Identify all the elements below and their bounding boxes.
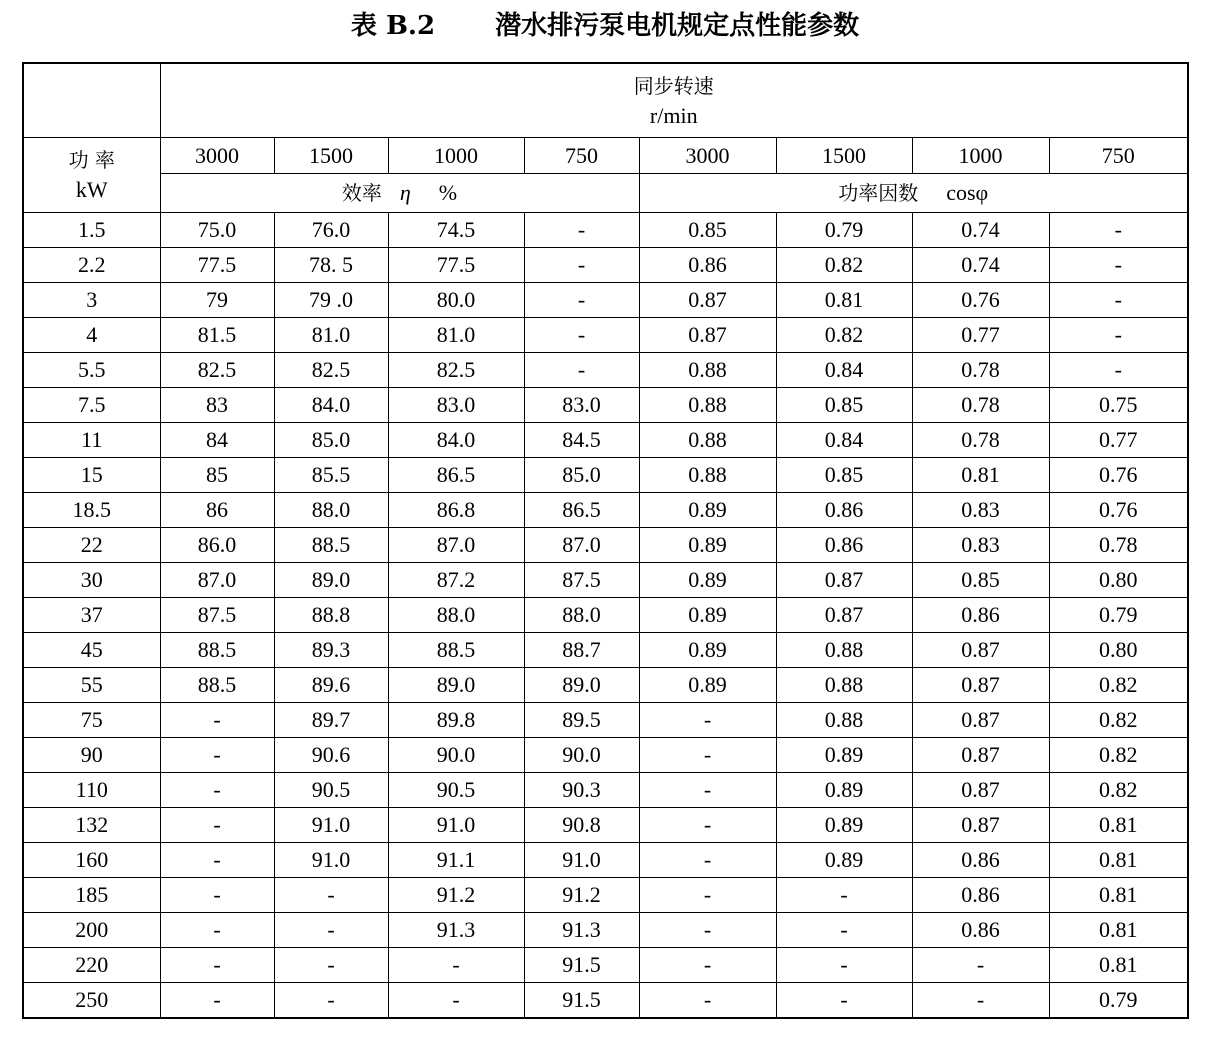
power-factor-cell: 0.85 [776,458,912,493]
power-factor-cell: 0.87 [912,738,1049,773]
efficiency-cell: 79 .0 [274,283,388,318]
power-factor-cell: 0.86 [776,493,912,528]
power-factor-cell: 0.87 [912,808,1049,843]
efficiency-cell: - [160,843,274,878]
speed-header-cell [160,63,1188,138]
power-cell: 132 [23,808,160,843]
power-factor-cell: 0.80 [1049,633,1188,668]
power-factor-cell: 0.89 [776,738,912,773]
efficiency-cell: 82.5 [388,353,524,388]
rpm-header-cell: 3000 [639,138,776,174]
efficiency-cell: - [524,213,639,248]
efficiency-cell: - [524,318,639,353]
power-factor-cell: 0.81 [1049,948,1188,983]
power-factor-cell: 0.82 [776,318,912,353]
efficiency-cell: 88.0 [388,598,524,633]
power-factor-cell: 0.78 [912,353,1049,388]
power-factor-cell: 0.87 [776,563,912,598]
power-factor-cell: 0.84 [776,423,912,458]
power-factor-cell: - [1049,283,1188,318]
efficiency-cell: 87.5 [160,598,274,633]
efficiency-cell: - [160,808,274,843]
table-row [23,913,1188,948]
rpm-header-cell: 750 [1049,138,1188,174]
efficiency-cell: 81.0 [274,318,388,353]
power-factor-cell: 0.89 [639,633,776,668]
power-factor-cell: - [776,913,912,948]
efficiency-cell: 87.0 [524,528,639,563]
efficiency-cell: - [160,913,274,948]
efficiency-cell: - [274,878,388,913]
efficiency-cell: 88.5 [160,633,274,668]
efficiency-cell: 87.0 [388,528,524,563]
efficiency-cell: 88.5 [274,528,388,563]
power-factor-cell: 0.82 [1049,668,1188,703]
power-factor-cell: 0.85 [639,213,776,248]
power-factor-cell: 0.82 [1049,738,1188,773]
efficiency-cell: 90.6 [274,738,388,773]
speed-unit: r/min [649,102,698,128]
power-factor-cell: - [639,983,776,1019]
power-factor-cell: - [639,878,776,913]
power-factor-cell: 0.87 [912,668,1049,703]
efficiency-cell: 91.2 [524,878,639,913]
power-factor-cell: 0.78 [1049,528,1188,563]
efficiency-cell: 80.0 [388,283,524,318]
rpm-header-cell: 750 [524,138,639,174]
power-factor-cell: 0.86 [912,913,1049,948]
rpm-header-cell: 1500 [776,138,912,174]
efficiency-cell: - [524,248,639,283]
efficiency-cell: 88.5 [388,633,524,668]
power-factor-cell: 0.88 [639,458,776,493]
power-factor-cell: 0.77 [1049,423,1188,458]
power-cell: 18.5 [23,493,160,528]
efficiency-cell: - [274,983,388,1019]
table-row [23,843,1188,878]
power-factor-cell: - [912,983,1049,1019]
power-factor-cell: - [1049,353,1188,388]
power-factor-cell: 0.78 [912,388,1049,423]
power-cell: 220 [23,948,160,983]
efficiency-cell: 84.0 [274,388,388,423]
power-factor-cell: 0.87 [776,598,912,633]
power-cell: 15 [23,458,160,493]
power-cell: 200 [23,913,160,948]
efficiency-cell: - [160,773,274,808]
power-factor-cell: 0.85 [912,563,1049,598]
power-factor-cell: 0.86 [776,528,912,563]
power-factor-cell: 0.86 [639,248,776,283]
header-row-units [23,174,1188,213]
efficiency-cell: 90.5 [274,773,388,808]
efficiency-cell: 89.0 [524,668,639,703]
efficiency-cell: 78. 5 [274,248,388,283]
efficiency-cell: 89.8 [388,703,524,738]
power-factor-cell: 0.89 [639,563,776,598]
efficiency-cell: 91.0 [524,843,639,878]
power-factor-cell: 0.84 [776,353,912,388]
power-factor-cell: 0.81 [1049,843,1188,878]
efficiency-cell: 84.0 [388,423,524,458]
efficiency-cell: 76.0 [274,213,388,248]
power-factor-cell: 0.87 [639,318,776,353]
efficiency-cell: 85.0 [524,458,639,493]
power-factor-cell: - [639,773,776,808]
efficiency-cell: 91.1 [388,843,524,878]
table-row [23,598,1188,633]
power-factor-cell: - [639,948,776,983]
efficiency-unit: % [438,180,458,205]
power-factor-cell: 0.88 [776,668,912,703]
power-factor-cell: 0.82 [1049,703,1188,738]
table-row [23,318,1188,353]
efficiency-cell: - [388,948,524,983]
efficiency-cell: - [274,913,388,948]
efficiency-cell: 77.5 [160,248,274,283]
power-factor-cell: 0.87 [912,633,1049,668]
efficiency-cell: 91.5 [524,983,639,1019]
table-row [23,983,1188,1019]
efficiency-cell: 86.8 [388,493,524,528]
efficiency-cell: 86 [160,493,274,528]
power-factor-cell: 0.83 [912,493,1049,528]
efficiency-cell: - [160,948,274,983]
power-factor-cell: 0.88 [639,353,776,388]
efficiency-cell: 91.0 [274,808,388,843]
efficiency-cell: 89.3 [274,633,388,668]
power-factor-cell: 0.85 [776,388,912,423]
power-cell: 55 [23,668,160,703]
power-header-cell [23,138,160,213]
power-factor-cell: 0.88 [776,703,912,738]
power-factor-cell: 0.76 [1049,493,1188,528]
rpm-header-cell: 1000 [388,138,524,174]
power-factor-cell: - [776,878,912,913]
power-factor-cell: 0.76 [1049,458,1188,493]
efficiency-cell: 91.3 [388,913,524,948]
table-body [23,63,1188,1018]
power-factor-cell: 0.76 [912,283,1049,318]
power-factor-cell: 0.75 [1049,388,1188,423]
efficiency-cell: - [388,983,524,1019]
efficiency-cell: 86.5 [388,458,524,493]
efficiency-cell: 85.0 [274,423,388,458]
power-factor-cell: 0.89 [639,528,776,563]
power-factor-cell: 0.89 [776,773,912,808]
power-factor-cell: 0.81 [1049,878,1188,913]
efficiency-cell: 90.8 [524,808,639,843]
power-factor-cell: 0.87 [639,283,776,318]
corner-cell [23,63,160,138]
efficiency-cell: 87.2 [388,563,524,598]
power-factor-cell: - [912,948,1049,983]
power-factor-cell: 0.80 [1049,563,1188,598]
table-row [23,563,1188,598]
header-row-speed [23,63,1188,138]
table-row [23,493,1188,528]
power-factor-symbol: cosφ [946,180,989,205]
power-factor-cell: 0.89 [776,808,912,843]
efficiency-cell: 91.5 [524,948,639,983]
efficiency-label: 效率 [341,181,382,205]
efficiency-cell: 84 [160,423,274,458]
power-factor-cell: 0.79 [776,213,912,248]
efficiency-cell: 87.5 [524,563,639,598]
efficiency-cell: 84.5 [524,423,639,458]
table-row [23,948,1188,983]
efficiency-cell: 74.5 [388,213,524,248]
power-cell: 250 [23,983,160,1019]
power-cell: 1.5 [23,213,160,248]
efficiency-cell: - [160,738,274,773]
power-factor-cell: 0.88 [776,633,912,668]
power-factor-cell: 0.89 [639,493,776,528]
efficiency-cell: 88.5 [160,668,274,703]
table-row [23,213,1188,248]
efficiency-cell: 82.5 [160,353,274,388]
power-factor-cell: 0.78 [912,423,1049,458]
power-cell: 2.2 [23,248,160,283]
power-factor-cell: - [1049,248,1188,283]
efficiency-cell: 90.0 [388,738,524,773]
efficiency-cell: 79 [160,283,274,318]
power-factor-cell: - [639,843,776,878]
power-cell: 75 [23,703,160,738]
efficiency-cell: 87.0 [160,563,274,598]
efficiency-symbol: η [399,180,411,205]
table-row [23,773,1188,808]
power-factor-header-cell [639,174,1188,213]
power-unit: kW [75,177,108,202]
rpm-header-cell: 3000 [160,138,274,174]
power-factor-cell: 0.89 [776,843,912,878]
power-factor-cell: - [639,738,776,773]
power-factor-cell: 0.86 [912,878,1049,913]
speed-title: 同步转速 [633,73,714,98]
rpm-header-cell: 1000 [912,138,1049,174]
efficiency-cell: 88.7 [524,633,639,668]
efficiency-cell: 82.5 [274,353,388,388]
power-cell: 160 [23,843,160,878]
power-cell: 5.5 [23,353,160,388]
power-factor-cell: 0.87 [912,703,1049,738]
efficiency-cell: - [160,703,274,738]
efficiency-cell: 85.5 [274,458,388,493]
efficiency-cell: 88.0 [524,598,639,633]
table-row [23,878,1188,913]
efficiency-cell: 86.0 [160,528,274,563]
power-factor-cell: - [1049,213,1188,248]
power-cell: 37 [23,598,160,633]
power-cell: 185 [23,878,160,913]
efficiency-cell: 83 [160,388,274,423]
power-cell: 22 [23,528,160,563]
table-row [23,808,1188,843]
efficiency-cell: 91.3 [524,913,639,948]
efficiency-cell: 91.2 [388,878,524,913]
table-code: 表 B.2 [350,11,436,41]
header-row-rpm [23,138,1188,174]
power-cell: 110 [23,773,160,808]
efficiency-cell: 85 [160,458,274,493]
efficiency-cell: 88.0 [274,493,388,528]
table-row [23,738,1188,773]
table-row [23,633,1188,668]
efficiency-cell: 86.5 [524,493,639,528]
efficiency-cell: 89.0 [274,563,388,598]
efficiency-cell: 81.5 [160,318,274,353]
efficiency-cell: 83.0 [524,388,639,423]
table-row [23,353,1188,388]
power-factor-cell: 0.87 [912,773,1049,808]
power-factor-cell: - [776,948,912,983]
power-cell: 11 [23,423,160,458]
efficiency-cell: - [524,353,639,388]
power-factor-cell: 0.86 [912,843,1049,878]
efficiency-cell: 83.0 [388,388,524,423]
power-factor-cell: - [639,808,776,843]
efficiency-cell: 88.8 [274,598,388,633]
power-factor-cell: 0.81 [1049,808,1188,843]
efficiency-cell: 89.6 [274,668,388,703]
power-factor-cell: 0.88 [639,388,776,423]
power-cell: 30 [23,563,160,598]
power-factor-cell: - [639,703,776,738]
power-factor-cell: 0.83 [912,528,1049,563]
efficiency-cell: 90.5 [388,773,524,808]
table-row [23,668,1188,703]
table-row [23,528,1188,563]
efficiency-cell: 91.0 [388,808,524,843]
power-cell: 45 [23,633,160,668]
power-factor-cell: 0.74 [912,213,1049,248]
power-factor-cell: 0.89 [639,668,776,703]
efficiency-cell: 75.0 [160,213,274,248]
table-row [23,248,1188,283]
efficiency-cell: 89.5 [524,703,639,738]
power-factor-cell: 0.89 [639,598,776,633]
table-row [23,458,1188,493]
power-cell: 90 [23,738,160,773]
power-factor-cell: 0.88 [639,423,776,458]
performance-table [22,62,1189,1019]
power-factor-cell: 0.81 [776,283,912,318]
power-factor-cell: 0.82 [1049,773,1188,808]
power-factor-cell: 0.79 [1049,983,1188,1019]
power-factor-cell: 0.74 [912,248,1049,283]
efficiency-header-cell [160,174,639,213]
power-factor-label: 功率因数 [838,181,919,205]
efficiency-cell: - [160,878,274,913]
rpm-header-cell: 1500 [274,138,388,174]
table-row [23,703,1188,738]
power-factor-cell: 0.81 [1049,913,1188,948]
efficiency-cell: 90.0 [524,738,639,773]
power-cell: 7.5 [23,388,160,423]
power-factor-cell: 0.86 [912,598,1049,633]
power-cell: 3 [23,283,160,318]
efficiency-cell: 77.5 [388,248,524,283]
efficiency-cell: - [160,983,274,1019]
table-row [23,423,1188,458]
power-factor-cell: 0.82 [776,248,912,283]
power-factor-cell: 0.77 [912,318,1049,353]
table-title [0,6,1210,46]
power-factor-cell: - [776,983,912,1019]
efficiency-cell: 89.0 [388,668,524,703]
efficiency-cell: - [274,948,388,983]
power-factor-cell: - [639,913,776,948]
power-factor-cell: 0.81 [912,458,1049,493]
power-factor-cell: 0.79 [1049,598,1188,633]
power-factor-cell: - [1049,318,1188,353]
table-title-text: 潜水排污泵电机规定点性能参数 [495,11,860,41]
power-label: 功 率 [68,148,115,172]
table-row [23,283,1188,318]
table-row [23,388,1188,423]
efficiency-cell: 90.3 [524,773,639,808]
efficiency-cell: 91.0 [274,843,388,878]
power-cell: 4 [23,318,160,353]
efficiency-cell: - [524,283,639,318]
efficiency-cell: 89.7 [274,703,388,738]
efficiency-cell: 81.0 [388,318,524,353]
